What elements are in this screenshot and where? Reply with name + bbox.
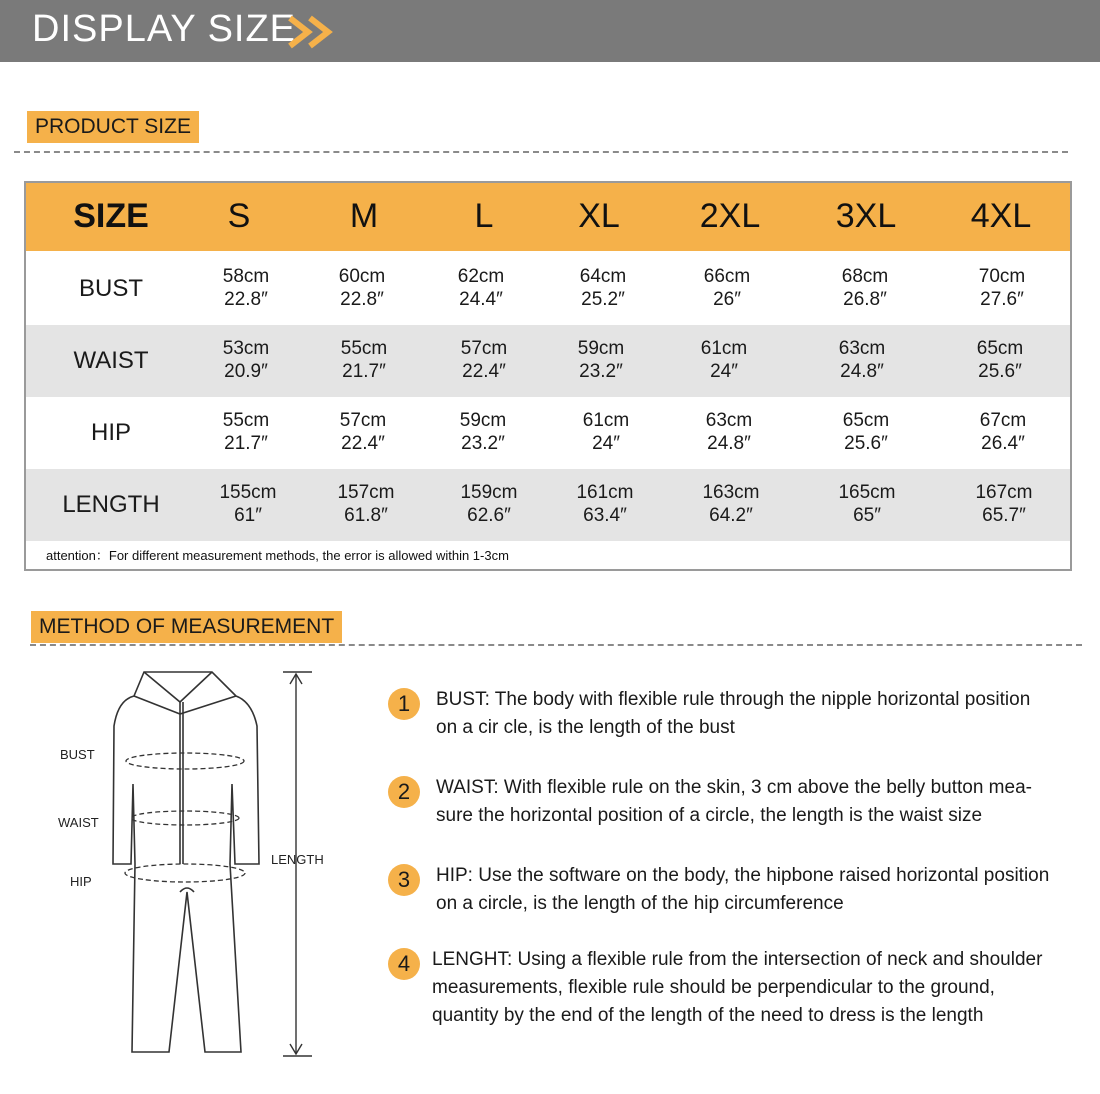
table-cell: 55cm 21.7″ <box>222 410 270 454</box>
table-cell: 59cm 23.2″ <box>459 410 507 454</box>
page-title: DISPLAY SIZE <box>32 8 297 50</box>
row-label: BUST <box>78 275 144 302</box>
row-label: HIP <box>90 419 132 446</box>
table-cell: 62cm 24.4″ <box>457 266 505 310</box>
table-row-waist <box>26 325 1070 397</box>
table-cell: 64cm 25.2″ <box>579 266 627 310</box>
table-row-hip <box>26 397 1070 469</box>
table-cell: 165cm 65″ <box>838 482 896 526</box>
header-cell-xl: XL <box>578 197 620 235</box>
table-cell: 161cm 63.4″ <box>576 482 634 526</box>
table-cell: 57cm 22.4″ <box>460 338 508 382</box>
table-cell: 65cm 25.6″ <box>976 338 1024 382</box>
table-row-bust <box>26 253 1070 325</box>
section-divider <box>14 151 1068 153</box>
header-cell-size: SIZE <box>73 197 149 235</box>
table-cell: 155cm 61″ <box>219 482 277 526</box>
table-cell: 167cm 65.7″ <box>975 482 1033 526</box>
table-cell: 66cm 26″ <box>703 266 751 310</box>
row-label: WAIST <box>73 347 149 374</box>
table-cell: 55cm 21.7″ <box>340 338 388 382</box>
figure-label-bust: BUST <box>60 747 95 762</box>
table-header-row <box>26 183 1070 251</box>
figure-label-length: LENGTH <box>271 852 324 867</box>
product-size-heading: PRODUCT SIZE <box>27 111 199 143</box>
double-chevron-right-icon <box>286 15 340 49</box>
display-size-header <box>0 0 1100 62</box>
instruction-text: BUST: The body with flexible rule through the nipple horizontal position on a cir cle, is the length of the bust <box>436 689 1031 738</box>
header-cell-m: M <box>349 197 379 235</box>
table-cell: 53cm 20.9″ <box>222 338 270 382</box>
measurement-note: attention：For different measurement methods, the error is allowed within 1-3cm <box>46 548 509 563</box>
instruction-text: WAIST: With flexible rule on the skin, 3 cm above the belly button mea- sure the horizontal position of a circle, the length is the waist size <box>436 777 1032 826</box>
table-cell: 157cm 61.8″ <box>337 482 395 526</box>
step-number-badge: 3 <box>388 864 420 896</box>
header-cell-4xl: 4XL <box>970 197 1032 235</box>
method-heading: METHOD OF MEASUREMENT <box>31 611 342 643</box>
table-cell: 159cm 62.6″ <box>460 482 518 526</box>
table-cell: 58cm 22.8″ <box>222 266 270 310</box>
size-chart-table <box>24 181 1072 571</box>
table-cell: 163cm 64.2″ <box>702 482 760 526</box>
table-cell: 70cm 27.6″ <box>978 266 1026 310</box>
table-row-length <box>26 469 1070 541</box>
step-number-badge: 1 <box>388 688 420 720</box>
table-cell: 67cm 26.4″ <box>979 410 1027 454</box>
instruction-text: LENGHT: Using a flexible rule from the intersection of neck and shoulder measurements, flexible rule should be perpendicular to the ground, quantity by the end of the length of the need to dress is the length <box>432 949 1043 1026</box>
table-cell: 59cm 23.2″ <box>577 338 625 382</box>
table-cell: 61cm 24″ <box>700 338 748 382</box>
section-divider <box>30 644 1082 646</box>
table-cell: 61cm 24″ <box>582 410 630 454</box>
header-cell-l: L <box>474 197 494 235</box>
header-cell-2xl: 2XL <box>699 197 761 235</box>
row-label: LENGTH <box>62 491 160 518</box>
header-cell-s: S <box>227 197 251 235</box>
step-number-badge: 4 <box>388 948 420 980</box>
table-cell: 63cm 24.8″ <box>838 338 886 382</box>
table-cell: 68cm 26.8″ <box>841 266 889 310</box>
step-number-badge: 2 <box>388 776 420 808</box>
table-cell: 65cm 25.6″ <box>842 410 890 454</box>
table-cell: 63cm 24.8″ <box>705 410 753 454</box>
jumpsuit-measurement-figure <box>40 666 340 1066</box>
header-cell-3xl: 3XL <box>835 197 897 235</box>
table-cell: 60cm 22.8″ <box>338 266 386 310</box>
figure-label-waist: WAIST <box>58 815 99 830</box>
figure-label-hip: HIP <box>70 874 92 889</box>
instruction-text: HIP: Use the software on the body, the hipbone raised horizontal position on a circle, is the length of the hip circumference <box>436 865 1050 914</box>
table-cell: 57cm 22.4″ <box>339 410 387 454</box>
